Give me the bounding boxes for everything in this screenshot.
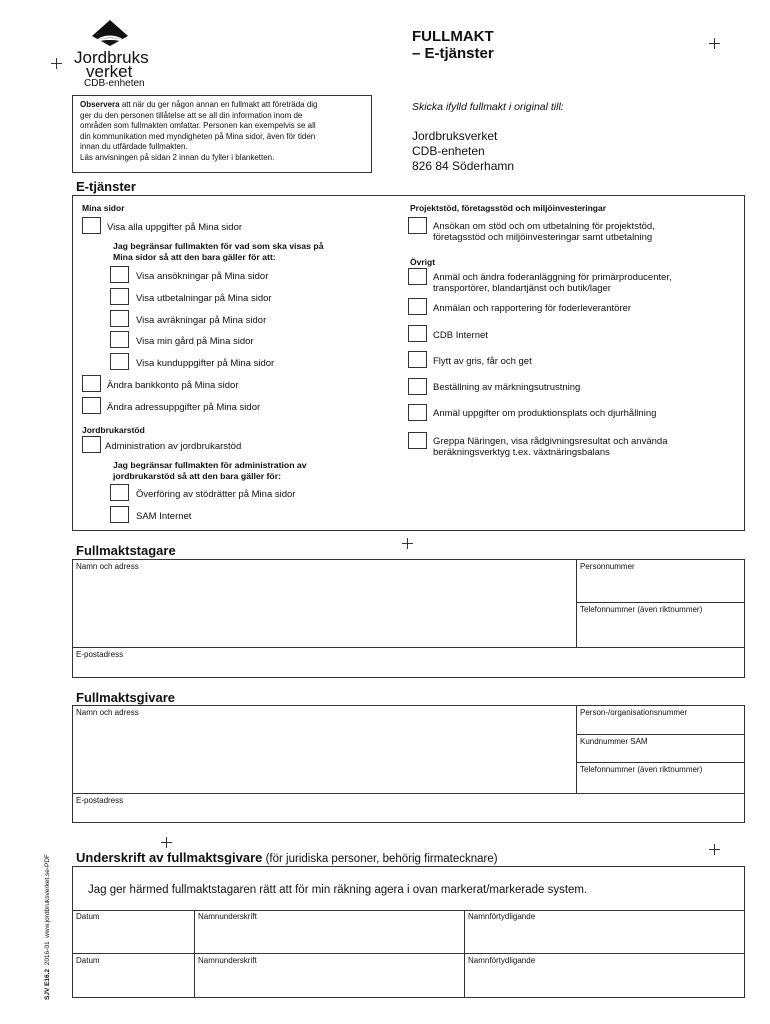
checkbox-sam-internet[interactable] xyxy=(110,506,129,523)
label-sam-internet: SAM Internet xyxy=(136,511,192,522)
jordbrukarstod-heading: Jordbrukarstöd xyxy=(82,425,145,435)
field-label: Personnummer xyxy=(580,562,635,571)
jordbrukarstod-restrict xyxy=(113,460,307,482)
label-line: transportörer, blandartjänst och butik/lager xyxy=(433,283,611,294)
checkbox-visa-alla[interactable] xyxy=(82,217,101,234)
label-foderleverantorer: Anmälan och rapportering för foderleverantörer xyxy=(433,303,632,314)
checkbox-greppa[interactable] xyxy=(408,432,427,449)
fullmaktstagare-personnummer-field[interactable] xyxy=(580,562,740,602)
row-divider xyxy=(576,734,745,735)
field-label: E-postadress xyxy=(76,796,124,805)
checkbox-visa-ansokningar[interactable] xyxy=(110,266,129,283)
fullmaktstagare-title: Fullmaktstagare xyxy=(76,543,176,558)
checkbox-foderanlaggning[interactable] xyxy=(408,268,427,285)
label-projektstod xyxy=(433,221,655,243)
restrict-line: Jag begränsar fullmakten för vad som ska visas på xyxy=(113,241,324,251)
registration-mark xyxy=(709,844,720,855)
field-label: Telefonnummer (även riktnummer) xyxy=(580,765,703,774)
label-line: Greppa Näringen, visa rådgivningsresultat och använda xyxy=(433,436,668,447)
logo-subtitle: CDB-enheten xyxy=(84,78,145,89)
notice-bold: Observera xyxy=(80,100,120,109)
checkbox-andra-bankkonto[interactable] xyxy=(82,375,101,392)
label-visa-avrakningar: Visa avräkningar på Mina sidor xyxy=(136,315,267,326)
notice-line: ger du den personen tillåtelse att se all din information inom de xyxy=(80,110,303,120)
label-overforing: Överföring av stödrätter på Mina sidor xyxy=(136,489,296,500)
label-markning: Beställning av märkningsutrustning xyxy=(433,382,581,393)
notice-box xyxy=(72,95,372,173)
underskrift-note: (för juridiska personer, behörig firmatecknare) xyxy=(262,853,498,865)
send-to-label: Skicka ifylld fullmakt i original till: xyxy=(412,101,564,113)
field-label: Person-/organisationsnummer xyxy=(580,708,688,717)
label-administration: Administration av jordbrukarstöd xyxy=(105,441,242,452)
field-label: Namnunderskrift xyxy=(198,956,257,965)
checkbox-administration[interactable] xyxy=(82,436,101,453)
underskrift-title xyxy=(76,850,498,865)
fullmaktsgivare-telefon-field[interactable] xyxy=(580,765,740,792)
label-greppa xyxy=(433,436,667,458)
address-line: CDB-enheten xyxy=(412,144,485,158)
underskrift-title-text: Underskrift av fullmaktsgivare xyxy=(76,850,263,865)
row-divider xyxy=(72,910,745,911)
title-line-1: FULLMAKT xyxy=(412,28,494,45)
restrict-line: Jag begränsar fullmakten för administration av xyxy=(113,460,307,470)
column-divider xyxy=(576,559,577,648)
notice-line: din kommunikation med myndigheten på Mina sidor, även för tiden xyxy=(80,131,316,141)
checkbox-andra-adress[interactable] xyxy=(82,397,101,414)
etjanster-title: E-tjänster xyxy=(76,179,136,194)
row-divider xyxy=(72,647,745,648)
form-edition: 2016-01 xyxy=(44,941,51,966)
label-line: beräkningsverktyg t.ex. växtnäringsbalans xyxy=(433,447,610,458)
checkbox-visa-avrakningar[interactable] xyxy=(110,310,129,327)
field-label: Namnförtydligande xyxy=(468,956,536,965)
label-andra-bankkonto: Ändra bankkonto på Mina sidor xyxy=(107,380,239,391)
name-clarification-field-2[interactable] xyxy=(468,956,742,996)
fullmaktstagare-email-field[interactable] xyxy=(76,650,741,676)
field-label: Namn och adress xyxy=(76,708,139,717)
form-id: SJV E16.2 xyxy=(44,968,51,1000)
fullmaktsgivare-name-field[interactable] xyxy=(76,708,576,792)
fullmaktstagare-telefon-field[interactable] xyxy=(580,605,740,645)
svg-text:verket: verket xyxy=(86,62,133,80)
registration-mark xyxy=(402,538,413,549)
column-divider xyxy=(464,910,465,998)
label-produktionsplats: Anmäl uppgifter om produktionsplats och djurhållning xyxy=(433,408,657,419)
registration-mark xyxy=(709,38,720,49)
checkbox-projektstod[interactable] xyxy=(408,217,427,234)
fullmaktstagare-name-field[interactable] xyxy=(76,562,576,647)
registration-mark xyxy=(51,58,62,69)
label-line: företagsstöd och miljöinvesteringar samt utbetalning xyxy=(433,232,653,243)
label-foderanlaggning xyxy=(433,272,672,294)
field-label: Datum xyxy=(76,956,100,965)
label-visa-min-gard: Visa min gård på Mina sidor xyxy=(136,336,254,347)
restrict-line: Mina sidor så att den bara gäller för att: xyxy=(113,252,276,262)
postal-address xyxy=(412,129,514,174)
notice-line: att när du ger någon annan en fullmakt att företräda dig xyxy=(119,100,318,109)
svg-text:Jordbruks: Jordbruks xyxy=(74,48,149,67)
form-url: www.jordbruksverket.se-PDF xyxy=(44,854,51,938)
ovrigt-heading: Övrigt xyxy=(410,257,436,267)
checkbox-overforing[interactable] xyxy=(110,484,129,501)
label-line: Ansökan om stöd och om utbetalning för projektstöd, xyxy=(433,221,655,232)
field-label: E-postadress xyxy=(76,650,124,659)
datum-field-1[interactable] xyxy=(76,912,192,952)
row-divider xyxy=(72,793,745,794)
field-label: Kundnummer SAM xyxy=(580,737,648,746)
document-title xyxy=(412,28,494,62)
label-visa-ansokningar: Visa ansökningar på Mina sidor xyxy=(136,271,269,282)
field-label: Datum xyxy=(76,912,100,921)
label-line: Anmäl och ändra foderanläggning för primärproducenter, xyxy=(433,272,672,283)
notice-line: Läs anvisningen på sidan 2 innan du fyller i blanketten. xyxy=(80,152,275,162)
label-visa-utbetalningar: Visa utbetalningar på Mina sidor xyxy=(136,293,272,304)
checkbox-visa-kunduppgifter[interactable] xyxy=(110,353,129,370)
restrict-line: jordbrukarstöd så att den bara gäller för: xyxy=(113,471,281,481)
registration-mark xyxy=(161,837,172,848)
row-divider xyxy=(72,953,745,954)
form-id-sidebar xyxy=(44,854,51,1000)
label-cdb-internet: CDB Internet xyxy=(433,330,488,341)
checkbox-markning[interactable] xyxy=(408,378,427,395)
mina-sidor-restrict xyxy=(113,241,324,263)
mina-sidor-heading: Mina sidor xyxy=(82,203,125,213)
title-line-2: – E-tjänster xyxy=(412,45,494,62)
field-label: Namnförtydligande xyxy=(468,912,536,921)
checkbox-produktionsplats[interactable] xyxy=(408,404,427,421)
datum-field-2[interactable] xyxy=(76,956,192,996)
fullmaktsgivare-orgnr-field[interactable] xyxy=(580,708,740,733)
row-divider xyxy=(576,762,745,763)
projekt-heading: Projektstöd, företagsstöd och miljöinvesteringar xyxy=(410,203,607,213)
row-divider xyxy=(576,602,745,603)
field-label: Namnunderskrift xyxy=(198,912,257,921)
checkbox-visa-min-gard[interactable] xyxy=(110,331,129,348)
underskrift-statement: Jag ger härmed fullmaktstagaren rätt att för min räkning agera i ovan markerat/markerade system. xyxy=(88,884,588,896)
column-divider xyxy=(576,705,577,793)
checkbox-foderleverantorer[interactable] xyxy=(408,298,427,315)
checkbox-flytt[interactable] xyxy=(408,351,427,368)
field-label: Namn och adress xyxy=(76,562,139,571)
address-line: Jordbruksverket xyxy=(412,129,498,143)
signature-field-1[interactable] xyxy=(198,912,462,952)
notice-line: områden som fullmakten omfattar. Personen kan exempelvis se all xyxy=(80,121,316,130)
fullmaktsgivare-title: Fullmaktsgivare xyxy=(76,690,175,705)
fullmaktsgivare-kundnr-field[interactable] xyxy=(580,737,740,761)
label-flytt: Flytt av gris, får och get xyxy=(433,356,532,367)
name-clarification-field-1[interactable] xyxy=(468,912,742,952)
signature-field-2[interactable] xyxy=(198,956,462,996)
notice-line: innan du utfärdade fullmakten. xyxy=(80,142,188,151)
column-divider xyxy=(194,910,195,998)
label-visa-kunduppgifter: Visa kunduppgifter på Mina sidor xyxy=(136,358,275,369)
label-andra-adress: Ändra adressuppgifter på Mina sidor xyxy=(107,402,261,413)
checkbox-visa-utbetalningar[interactable] xyxy=(110,288,129,305)
fullmaktsgivare-email-field[interactable] xyxy=(76,796,741,821)
address-line: 826 84 Söderhamn xyxy=(412,159,515,173)
checkbox-cdb-internet[interactable] xyxy=(408,325,427,342)
label-visa-alla: Visa alla uppgifter på Mina sidor xyxy=(107,222,243,233)
field-label: Telefonnummer (även riktnummer) xyxy=(580,605,703,614)
